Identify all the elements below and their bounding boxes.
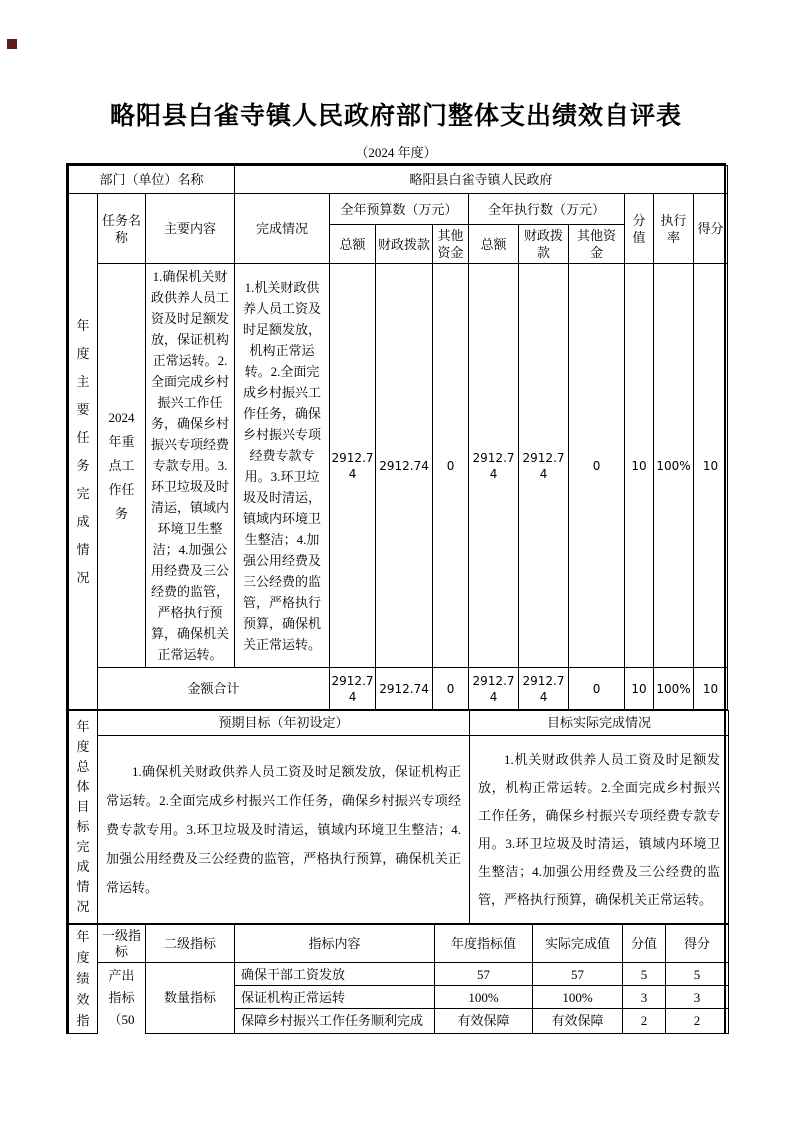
task-exec-fiscal: 2912.74 <box>519 264 569 668</box>
total-score: 10 <box>694 668 728 710</box>
col-header-exec-rate: 执行率 <box>654 194 694 264</box>
col-header-points: 分值 <box>625 194 654 264</box>
total-budget-total: 2912.74 <box>330 668 376 710</box>
task-budget-fiscal: 2912.74 <box>376 264 433 668</box>
indicator-annual-cell: 有效保障 <box>435 1009 533 1033</box>
section2-row-label-text: 年度总体目标完成情况 <box>76 719 90 914</box>
task-score: 10 <box>694 264 728 668</box>
section2-row-label <box>69 711 98 924</box>
indicator-content-cell: 保证机构正常运转 <box>235 986 435 1009</box>
expected-goal-text: 1.确保机关财政供养人员工资及时足额发放，保证机构正常运转。2.全面完成乡村振兴工作任务，确保乡村振兴专项经费专款专用。3.环卫垃圾及时清运，镇域内环境卫生整洁；4.加强公用经费及三公经费的监管，严格执行预算，确保机关正常运转。 <box>98 736 470 924</box>
col-header-level2: 二级指标 <box>146 925 235 963</box>
col-header-exec-other: 其他资金 <box>569 225 625 264</box>
col-header-task-name: 任务名称 <box>98 194 146 264</box>
section1-table <box>68 165 728 710</box>
total-exec-other: 0 <box>569 668 625 710</box>
total-budget-other: 0 <box>433 668 469 710</box>
section2-table <box>68 710 729 924</box>
corner-marker-icon <box>7 39 17 49</box>
section1-row-label <box>69 194 98 710</box>
total-budget-fiscal: 2912.74 <box>376 668 433 710</box>
col-header-exec-total: 总额 <box>469 225 519 264</box>
col-header-points2: 分值 <box>623 925 666 963</box>
dept-name-label: 部门（单位）名称 <box>69 166 235 194</box>
task-name-cell: 2024年重点工作任务 <box>98 264 146 668</box>
indicator-score-cell: 3 <box>666 986 729 1009</box>
task-budget-other: 0 <box>433 264 469 668</box>
total-exec-fiscal: 2912.74 <box>519 668 569 710</box>
level1-indicator-cell: 产出指标（50 <box>98 963 146 1034</box>
indicator-score-cell: 2 <box>666 1009 729 1033</box>
evaluation-table <box>66 163 726 1034</box>
task-budget-total: 2912.74 <box>330 264 376 668</box>
indicator-content-cell: 确保干部工资发放 <box>235 963 435 986</box>
col-header-budget-group: 全年预算数（万元） <box>330 194 469 225</box>
indicator-annual-cell: 100% <box>435 986 533 1009</box>
task-completion-cell: 1.机关财政供养人员工资及时足额发放，机构正常运转。2.全面完成乡村振兴工作任务，确保乡村振兴专项经费专款专用。3.环卫垃圾及时清运，镇域内环境卫生整洁；4.加强公用经费及三公经费的监管，严格执行预算，确保机关正常运转。 <box>235 264 330 668</box>
level2-indicator-cell: 数量指标 <box>146 963 235 1034</box>
indicator-actual-cell: 有效保障 <box>533 1009 623 1033</box>
indicator-points-cell: 5 <box>623 963 666 986</box>
indicator-points-cell: 3 <box>623 986 666 1009</box>
col-header-score: 得分 <box>694 194 728 264</box>
col-header-exec-fiscal: 财政拨款 <box>519 225 569 264</box>
task-points: 10 <box>625 264 654 668</box>
indicator-annual-cell: 57 <box>435 963 533 986</box>
expected-goal-header: 预期目标（年初设定） <box>98 711 470 736</box>
section1-row-label-text: 年度主要任务完成情况 <box>76 317 90 585</box>
section3-table <box>68 924 729 1034</box>
total-exec-rate: 100% <box>654 668 694 710</box>
indicator-points-cell: 2 <box>623 1009 666 1033</box>
col-header-main-content: 主要内容 <box>146 194 235 264</box>
page-title: 略阳县白雀寺镇人民政府部门整体支出绩效自评表 <box>109 102 682 130</box>
indicator-content-cell: 保障乡村振兴工作任务顺利完成 <box>235 1009 435 1033</box>
task-exec-other: 0 <box>569 264 625 668</box>
total-exec-total: 2912.74 <box>469 668 519 710</box>
total-row-label: 金额合计 <box>98 668 330 710</box>
col-header-level1: 一级指标 <box>98 925 146 963</box>
section3-row-label <box>69 925 98 1034</box>
actual-goal-text: 1.机关财政供养人员工资及时足额发放，机构正常运转。2.全面完成乡村振兴工作任务，确保乡村振兴专项经费专款专用。3.环卫垃圾及时清运，镇域内环境卫生整洁；4.加强公用经费及三公经费的监管，严格执行预算，确保机关正常运转。 <box>470 736 729 924</box>
actual-goal-header: 目标实际完成情况 <box>470 711 729 736</box>
task-exec-rate: 100% <box>654 264 694 668</box>
task-exec-total: 2912.74 <box>469 264 519 668</box>
total-points: 10 <box>625 668 654 710</box>
dept-name-value: 略阳县白雀寺镇人民政府 <box>235 166 728 194</box>
col-header-budget-fiscal: 财政拨款 <box>376 225 433 264</box>
col-header-budget-other: 其他资金 <box>433 225 469 264</box>
col-header-actual-value: 实际完成值 <box>533 925 623 963</box>
col-header-exec-group: 全年执行数（万元） <box>469 194 625 225</box>
indicator-actual-cell: 100% <box>533 986 623 1009</box>
task-main-content-cell: 1.确保机关财政供养人员工资及时足额发放，保证机构正常运转。2.全面完成乡村振兴工作任务，确保乡村振兴专项经费专款专用。3.环卫垃圾及时清运，镇域内环境卫生整洁；4.加强公用经费及三公经费的监管，严格执行预算，确保机关正常运转。 <box>146 264 235 668</box>
section3-row-label-text: 年度绩效指 <box>76 929 90 1029</box>
col-header-indicator-content: 指标内容 <box>235 925 435 963</box>
col-header-budget-total: 总额 <box>330 225 376 264</box>
col-header-completion: 完成情况 <box>235 194 330 264</box>
col-header-annual-value: 年度指标值 <box>435 925 533 963</box>
indicator-actual-cell: 57 <box>533 963 623 986</box>
col-header-score2: 得分 <box>666 925 729 963</box>
indicator-score-cell: 5 <box>666 963 729 986</box>
page-subtitle: （2024 年度） <box>355 145 437 160</box>
